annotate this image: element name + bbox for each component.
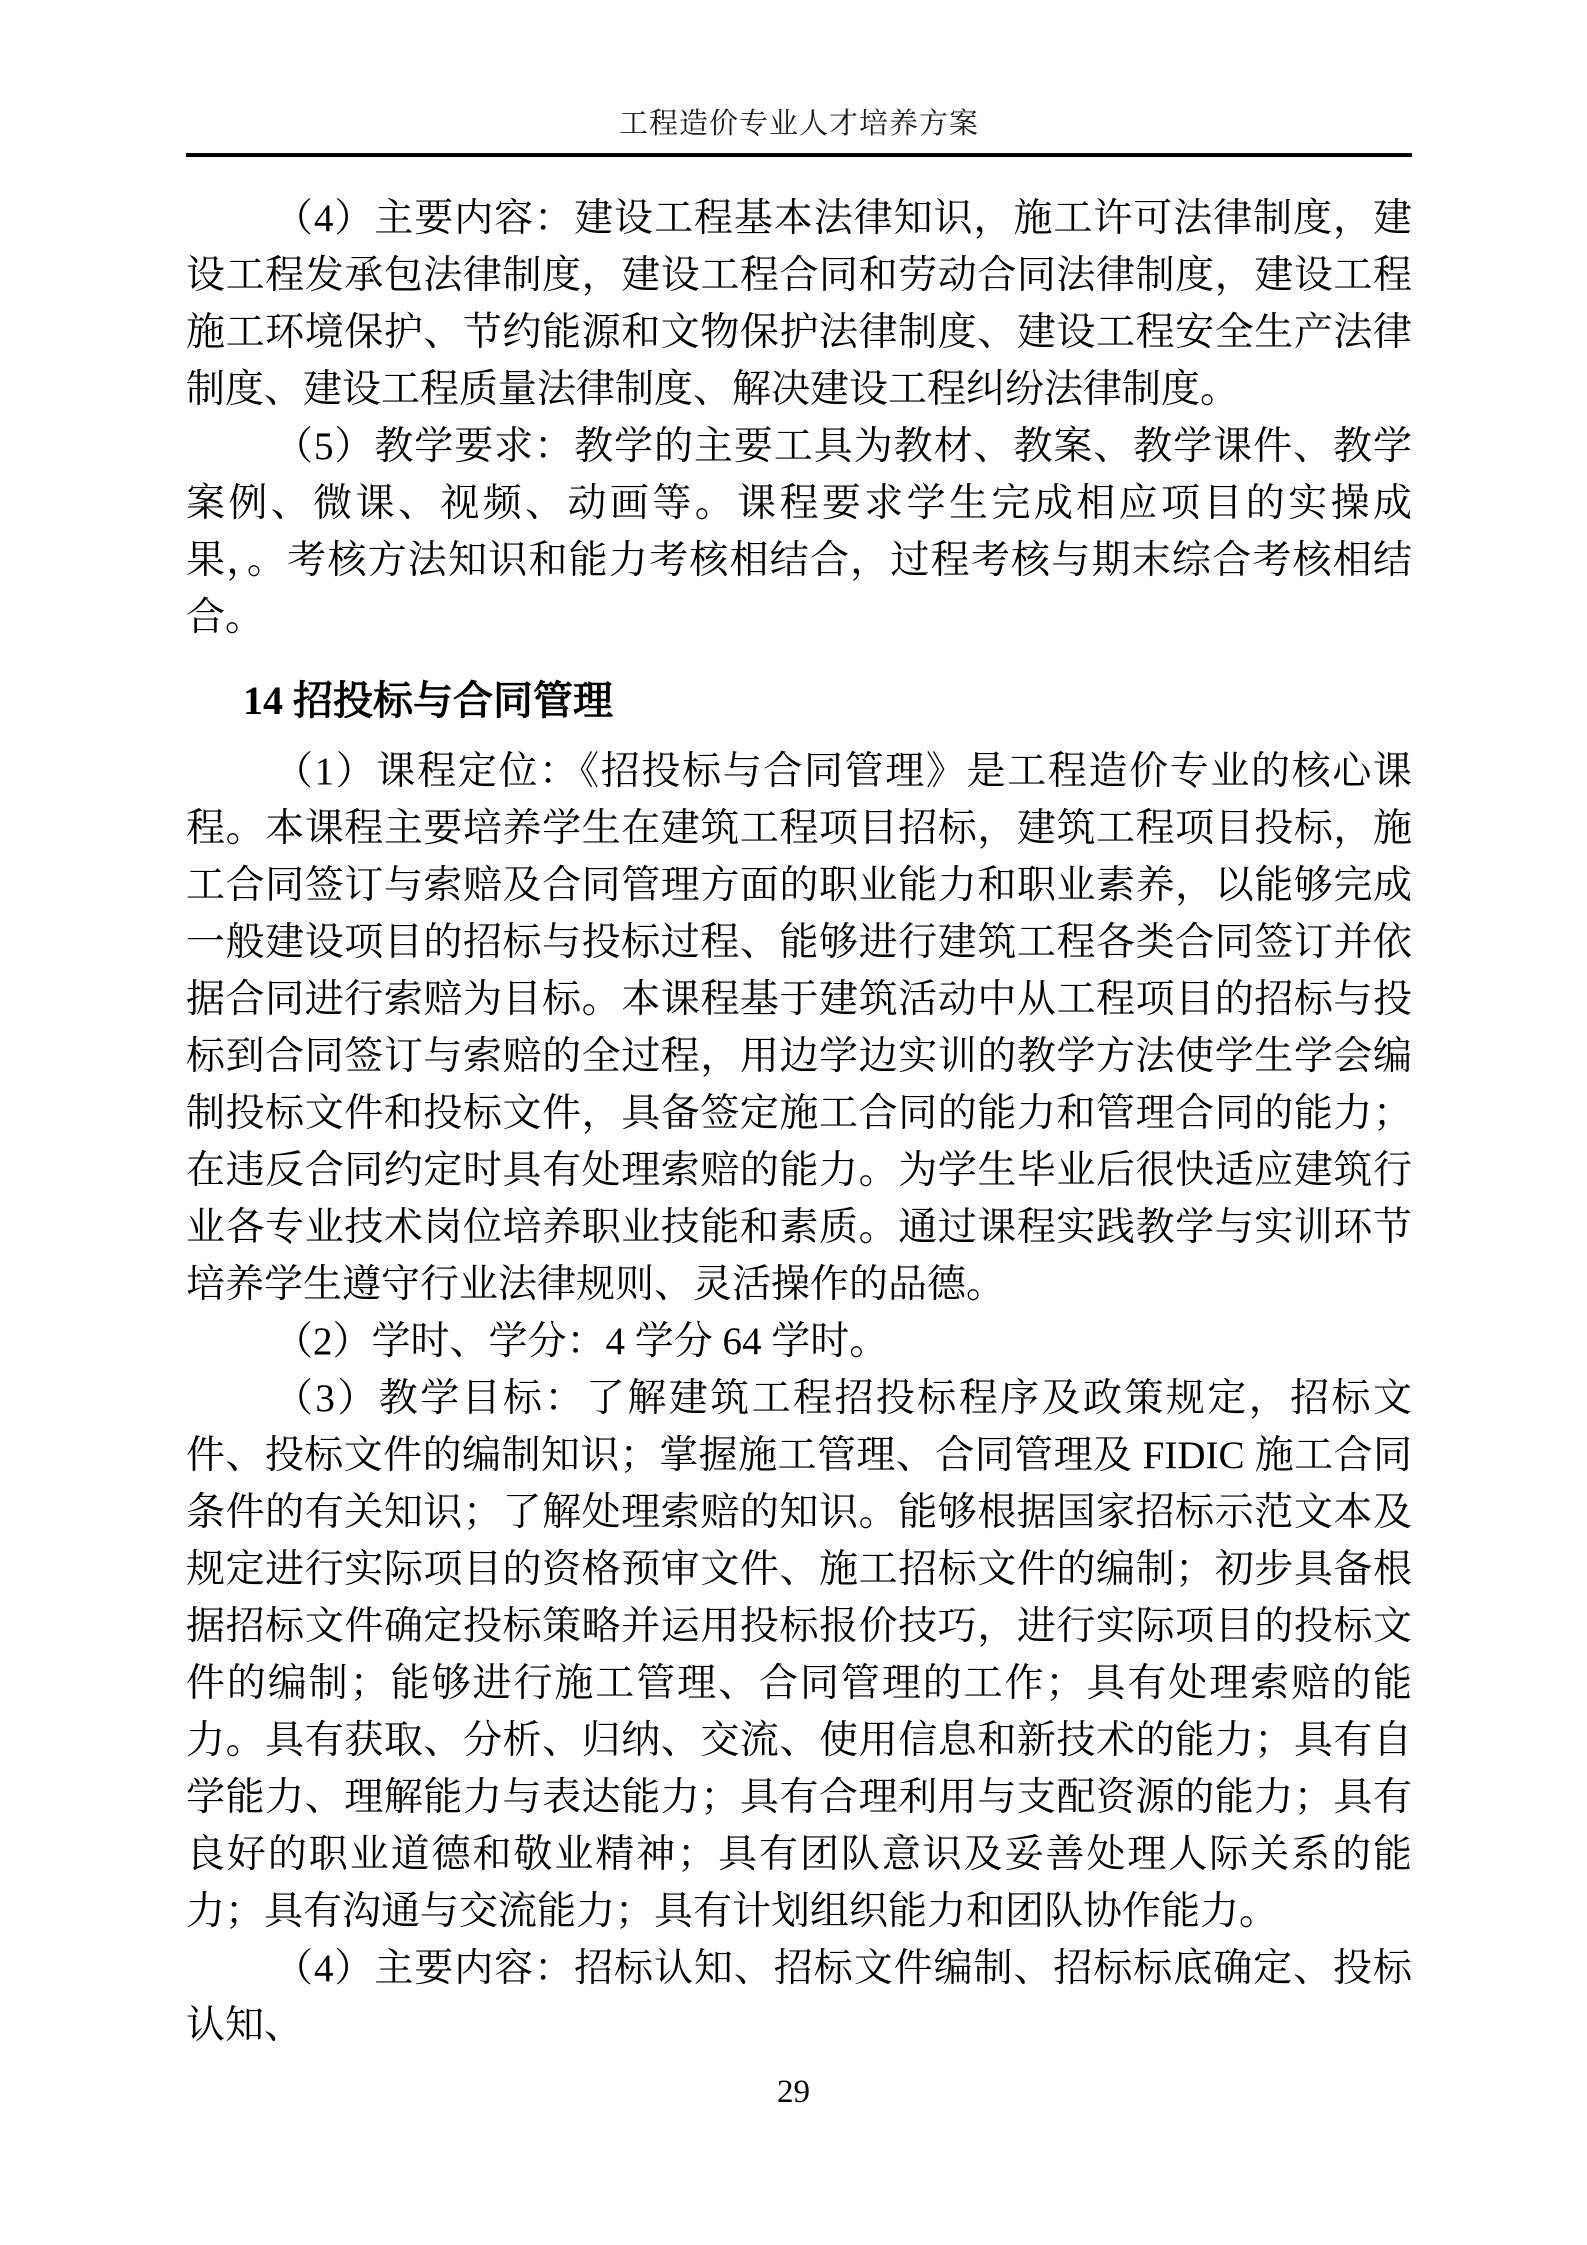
page-header <box>186 104 1412 157</box>
para-teaching-objectives: （3）教学目标：了解建筑工程招投标程序及政策规定，招标文件、投标文件的编制知识；掌握施工管理、合同管理及 FIDIC 施工合同条件的有关知识；了解处理索赔的知识。能够根据国家招标示范文本及规定进行实际项目的资格预审文件、施工招标文件的编制；初步具备根据招标文件确定投标策略并运用投标报价技巧，进行实际项目的投标文件的编制；能够进行施工管理、合同管理的工作；具有处理索赔的能力。具有获取、分析、归纳、交流、使用信息和新技术的能力；具有自学能力、理解能力与表达能力；具有合理利用与支配资源的能力；具有良好的职业道德和敬业精神；具有团队意识及妥善处理人际关系的能力；具有沟通与交流能力；具有计划组织能力和团队协作能力。 <box>186 1377 1412 1933</box>
para-course-positioning: （1）课程定位：《招投标与合同管理》是工程造价专业的核心课程。本课程主要培养学生在建筑工程项目招标，建筑工程项目投标，施工合同签订与索赔及合同管理方面的职业能力和职业素养，以能够完成一般建设项目的招标与投标过程、能够进行建筑工程各类合同签订并依据合同进行索赔为目标。本课程基于建筑活动中从工程项目的招标与投标到合同签订与索赔的全过程，用边学边实训的教学方法使学生学会编制投标文件和投标文件，具备签定施工合同的能力和管理合同的能力；在违反合同约定时具有处理索赔的能力。为学生毕业后很快适应建筑行业各专业技术岗位培养职业技能和素质。通过课程实践教学与实训环节培养学生遵守行业法律规则、灵活操作的品德。 <box>186 750 1412 1306</box>
header-title: 工程造价专业人才培养方案 <box>618 108 979 140</box>
page-footer <box>0 2072 1587 2112</box>
para-credit-hours: （2）学时、学分：4 学分 64 学时。 <box>274 1320 889 1363</box>
document-body <box>186 190 1412 2054</box>
heading-course-14-bidding-contract-management: 14 招投标与合同管理 <box>243 678 613 723</box>
para-teaching-requirements: （5）教学要求：教学的主要工具为教材、教案、教学课件、教学案例、微课、视频、动画等。课程要求学生完成相应项目的实操成果，。考核方法知识和能力考核相结合，过程考核与期末综合考核相结合。 <box>186 425 1412 639</box>
para-main-content-bidding: （4）主要内容：招标认知、招标文件编制、招标标底确定、投标认知、 <box>186 1947 1412 2047</box>
page-number: 29 <box>777 2074 810 2110</box>
para-main-content-law: （4）主要内容：建设工程基本法律知识，施工许可法律制度，建设工程发承包法律制度，建设工程合同和劳动合同法律制度，建设工程施工环境保护、节约能源和文物保护法律制度、建设工程安全生产法律制度、建设工程质量法律制度、解决建设工程纠纷法律制度。 <box>186 197 1412 411</box>
header-rule <box>186 153 1412 157</box>
